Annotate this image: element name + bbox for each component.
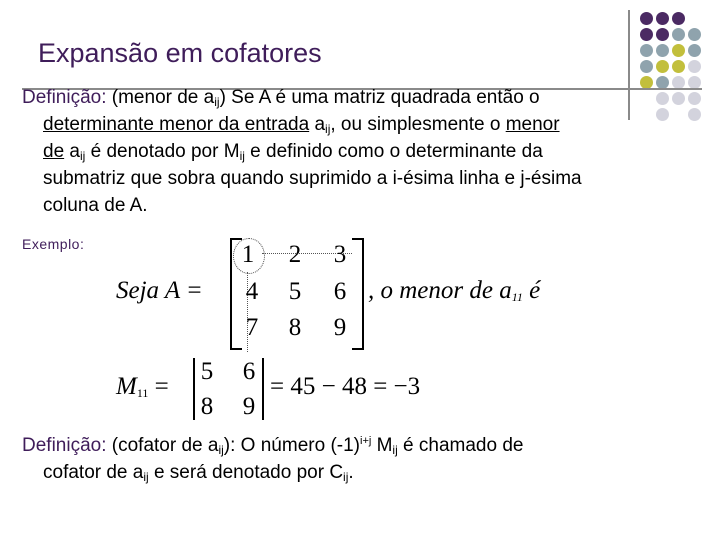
matrix-cell: 1 — [241, 241, 255, 268]
definition-minor-line-2 — [22, 111, 692, 138]
decor-dot — [672, 12, 685, 25]
subscript: ij — [143, 470, 149, 484]
underlined-term: de — [43, 141, 65, 162]
superscript: i+j — [360, 435, 372, 447]
text-run: é — [522, 277, 541, 304]
text-run: (cofator de a — [106, 435, 219, 456]
matrix-suffix — [368, 277, 540, 305]
decor-dot — [640, 60, 653, 73]
minor-cell: 8 — [200, 393, 214, 420]
definition-minor — [22, 84, 692, 219]
text-run: e será denotado por C — [148, 462, 344, 483]
matrix-cell: 5 — [288, 278, 302, 305]
definition-cofactor — [22, 432, 692, 486]
definition-label: Definição: — [22, 435, 107, 456]
page-title: Expansão em cofatores — [38, 38, 322, 68]
text-run: M — [371, 435, 393, 456]
text-run: = — [154, 373, 169, 400]
matrix-cell: 4 — [245, 278, 259, 305]
subscript: ij — [325, 122, 331, 136]
text-run: cofator de a — [43, 462, 144, 483]
definition-minor-line-5: coluna de A. — [43, 195, 148, 216]
minor-cell: 6 — [242, 358, 256, 385]
text-run: a — [309, 114, 326, 135]
minor-label — [116, 373, 169, 401]
subscript: ij — [214, 95, 220, 109]
minor-cell: 9 — [242, 393, 256, 420]
text-run: é denotado por M — [85, 141, 240, 162]
text-run: M — [116, 373, 137, 400]
determinant-right-bar — [262, 358, 264, 420]
matrix-cell: 6 — [333, 278, 347, 305]
matrix-prefix: Seja A = — [116, 277, 203, 304]
subscript: ij — [80, 149, 86, 163]
definition-minor-line-4: submatriz que sobra quando suprimido a i-ésima linha e j-ésima — [43, 168, 582, 189]
underlined-term: determinante menor da entrada — [43, 114, 310, 135]
minor-result: = 45 − 48 = −3 — [270, 373, 421, 400]
text-run: ): O número (-1) — [223, 435, 360, 456]
subscript: ij — [392, 443, 398, 457]
decor-dot — [656, 28, 669, 41]
decor-dot — [656, 60, 669, 73]
minor-cell: 5 — [200, 358, 214, 385]
text-run: e definido como o determinante da — [244, 141, 543, 162]
text-run: é chamado de — [397, 435, 524, 456]
decor-dot — [640, 28, 653, 41]
matrix-cell: 7 — [245, 314, 259, 341]
decor-dot — [672, 60, 685, 73]
decor-dot — [672, 28, 685, 41]
text-run: a — [64, 141, 80, 162]
subscript: 11 — [136, 386, 149, 400]
matrix-right-bracket — [352, 238, 364, 350]
definition-cofactor-line-2 — [22, 459, 692, 486]
decor-dot — [688, 44, 701, 57]
example-label: Exemplo: — [22, 236, 85, 252]
text-run: (menor de a — [106, 87, 215, 108]
subscript: ij — [239, 149, 245, 163]
decor-dot — [656, 12, 669, 25]
text-run: . — [348, 462, 354, 483]
matrix-cell: 8 — [288, 314, 302, 341]
matrix-cell: 9 — [333, 314, 347, 341]
decor-dot — [688, 60, 701, 73]
text-run: ) Se A é uma matriz quadrada então o — [219, 87, 540, 108]
text-run: , o menor de a — [368, 277, 512, 304]
decor-dot — [672, 44, 685, 57]
decor-dot — [656, 44, 669, 57]
subscript: ij — [343, 470, 349, 484]
matrix-cell: 3 — [333, 241, 347, 268]
decor-dot — [640, 44, 653, 57]
definition-label: Definição: — [22, 87, 107, 108]
definition-minor-line-1 — [22, 84, 692, 111]
definition-minor-line-3 — [22, 138, 692, 165]
decor-dot — [688, 28, 701, 41]
subscript: 11 — [511, 290, 523, 304]
definition-cofactor-line-1 — [22, 432, 692, 459]
matrix-cell: 2 — [288, 241, 302, 268]
underlined-term: menor — [505, 114, 560, 135]
subscript: ij — [218, 443, 224, 457]
text-run: , ou simplesmente o — [330, 114, 506, 135]
decor-dot — [640, 12, 653, 25]
